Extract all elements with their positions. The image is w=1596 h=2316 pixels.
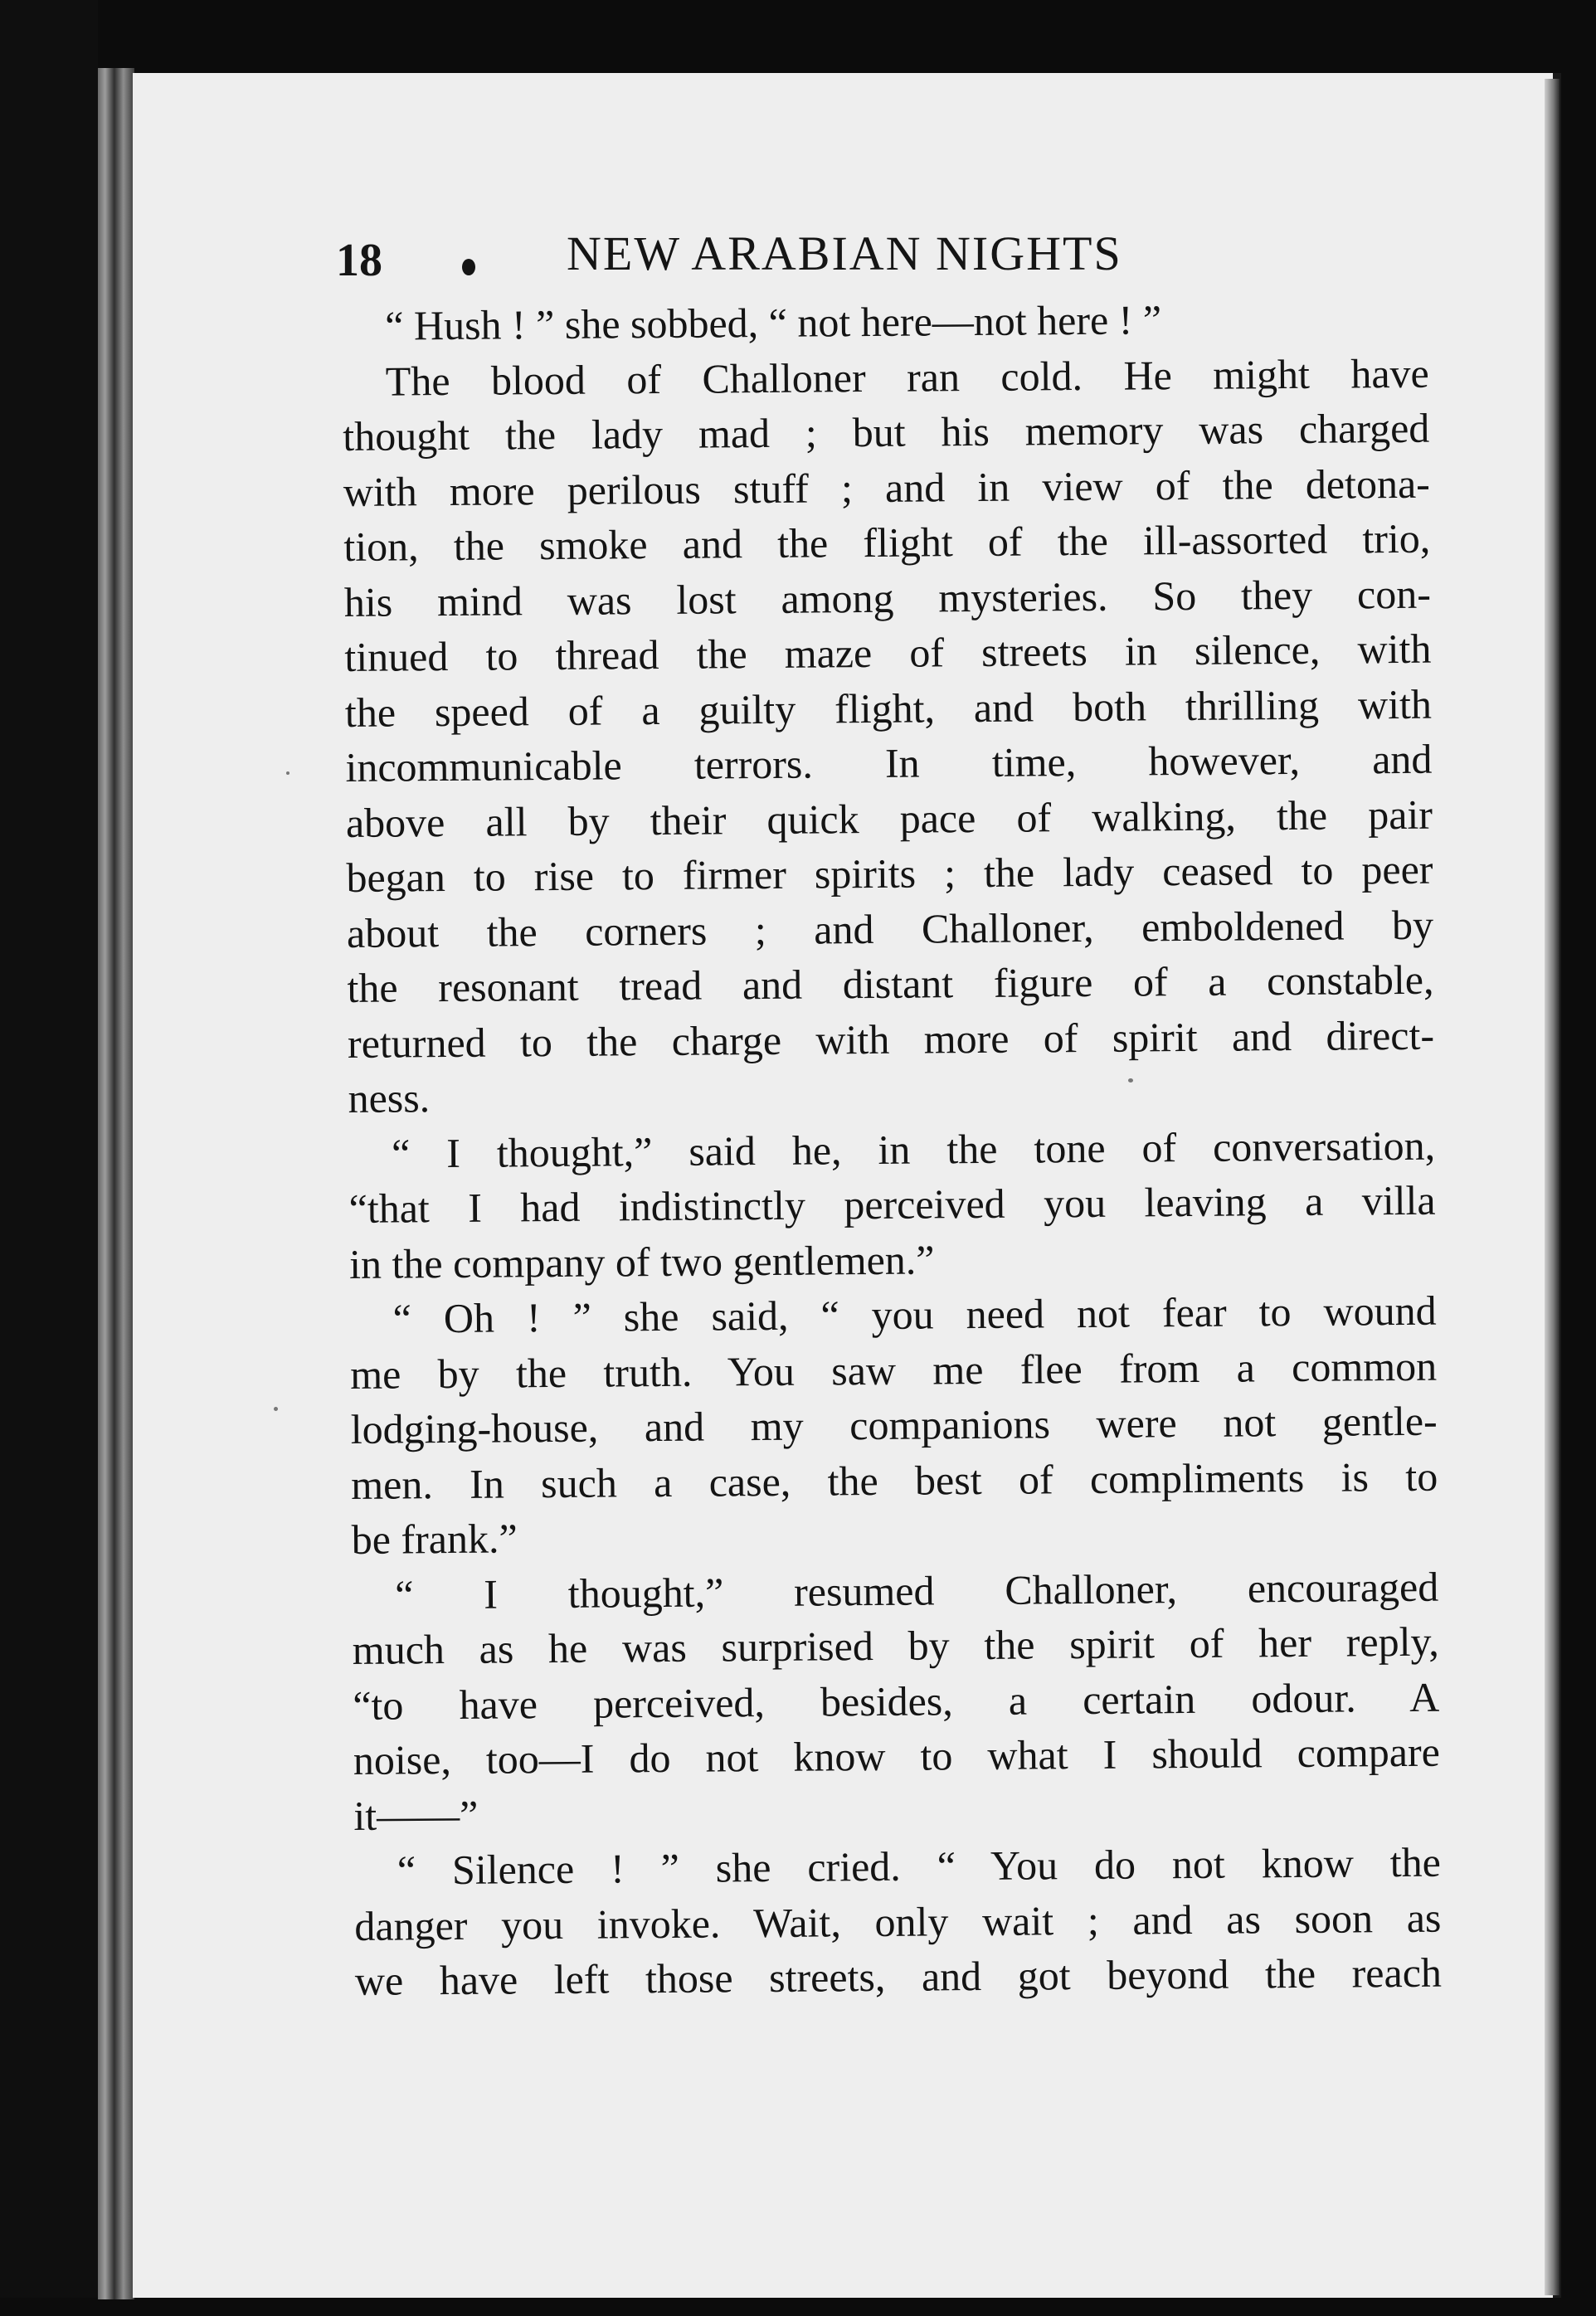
text-line: lodging-house, and my companions were not gentle- bbox=[350, 1397, 1438, 1452]
text-line: “to have perceived, besides, a certain odour. A bbox=[353, 1673, 1440, 1729]
text-line: tinued to thread the maze of streets in silence, with bbox=[344, 625, 1432, 680]
text-line: began to rise to firmer spirits ; the lady ceased to peer bbox=[346, 845, 1433, 901]
text-line: noise, too—I do not know to what I should compare bbox=[353, 1728, 1441, 1783]
page-header bbox=[336, 222, 1182, 297]
paragraph bbox=[343, 345, 1435, 1126]
text-line: “ I thought,” said he, in the tone of conversation, bbox=[391, 1122, 1436, 1177]
text-line: “ Hush ! ” she sobbed, “ not here—not here ! ” bbox=[385, 296, 1162, 349]
text-line: “that I had indistinctly perceived you leaving a villa bbox=[348, 1176, 1436, 1232]
text-line: “ Silence ! ” she cried. “ You do not know the bbox=[397, 1838, 1442, 1894]
text-line: about the corners ; and Challoner, emboldened by bbox=[346, 901, 1434, 956]
scan-border-top bbox=[0, 0, 1596, 76]
text-line: his mind was lost among mysteries. So they con- bbox=[343, 570, 1432, 625]
text-line: be frank.” bbox=[351, 1515, 518, 1563]
text-line: me by the truth. You saw me flee from a common bbox=[349, 1342, 1438, 1398]
text-line: The blood of Challoner ran cold. He might have bbox=[385, 349, 1429, 405]
text-line: thought the lady mad ; but his memory was charged bbox=[343, 404, 1430, 460]
text-line: “ I thought,” resumed Challoner, encouraged bbox=[395, 1563, 1439, 1618]
scan-speck bbox=[274, 1407, 278, 1411]
text-line: we have left those streets, and got beyond the reach bbox=[354, 1949, 1443, 2004]
text-line: much as he was surprised by the spirit of her reply, bbox=[352, 1618, 1439, 1673]
text-line: the resonant tread and distant figure of a constable, bbox=[347, 956, 1434, 1011]
text-line: above all by their quick pace of walking, the pair bbox=[345, 791, 1433, 846]
text-line: in the company of two gentlemen.” bbox=[348, 1235, 935, 1287]
paragraph bbox=[352, 1559, 1441, 1843]
text-line: with more perilous stuff ; and in view of the detona- bbox=[343, 460, 1431, 515]
page-edge bbox=[1545, 79, 1560, 2295]
scan-border-bottom bbox=[0, 2298, 1596, 2316]
text-line: the speed of a guilty flight, and both thrilling with bbox=[344, 680, 1433, 736]
text-line: it——” bbox=[353, 1791, 479, 1839]
paragraph bbox=[348, 1117, 1437, 1292]
text-line: returned to the charge with more of spirit and direct- bbox=[347, 1011, 1435, 1067]
paragraph bbox=[349, 1283, 1438, 1568]
body-text bbox=[342, 290, 1442, 2009]
text-line: danger you invoke. Wait, only wait ; and as soon as bbox=[354, 1894, 1442, 1949]
text-line: men. In such a case, the best of compliments is to bbox=[351, 1452, 1438, 1508]
text-line: incommunicable terrors. In time, however, and bbox=[345, 735, 1433, 791]
paragraph bbox=[342, 290, 1428, 354]
running-title: NEW ARABIAN NIGHTS bbox=[567, 226, 1122, 280]
text-line: tion, the smoke and the flight of the ill-assorted trio, bbox=[343, 514, 1431, 570]
scan-border-right bbox=[1560, 0, 1596, 2316]
book-spine bbox=[98, 68, 134, 2299]
page-number: 18 bbox=[336, 235, 382, 286]
header-ornament-dot bbox=[462, 259, 475, 275]
text-line: “ Oh ! ” she said, “ you need not fear to wound bbox=[392, 1287, 1437, 1342]
text-line: ness. bbox=[348, 1074, 431, 1122]
scan-border-left bbox=[0, 0, 98, 2316]
paragraph bbox=[354, 1835, 1443, 2009]
scan-speck bbox=[286, 771, 290, 775]
